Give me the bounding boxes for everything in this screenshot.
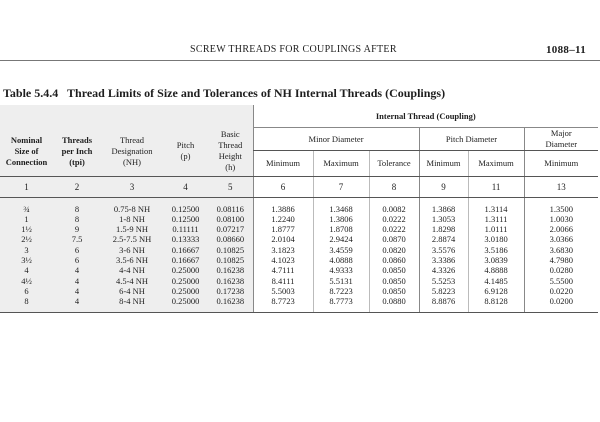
cell-thread-height: 0.08100 [208,214,253,224]
col-number: 3 [101,176,163,197]
group-header-row [0,105,598,127]
cell-minor-max: 2.9424 [313,234,369,244]
cell-nominal-size: 2½ [0,234,53,244]
cell-nominal-size: 3 [0,245,53,255]
running-head-title: SCREW THREADS FOR COUPLINGS AFTER [190,44,397,55]
cell-pitch-dia-max: 1.3111 [468,214,524,224]
header-pitch: Pitch (p) [163,127,208,176]
cell-threads-per-inch: 4 [53,265,101,275]
cell-minor-max: 8.7773 [313,296,369,313]
cell-pitch-dia-max: 8.8128 [468,296,524,313]
cell-minor-max: 5.5131 [313,276,369,286]
cell-major-min: 2.0066 [524,224,598,234]
cell-threads-per-inch: 4 [53,286,101,296]
cell-nominal-size: 8 [0,296,53,313]
cell-pitch-dia-min: 4.3326 [419,265,468,275]
cell-major-min: 1.0030 [524,214,598,224]
table-body [0,197,598,313]
cell-major-min: 4.7980 [524,255,598,265]
subgroup-header-row [0,127,598,150]
cell-minor-max: 3.4559 [313,245,369,255]
header-thread-designation: Thread Designation (NH) [101,127,163,176]
cell-thread-height: 0.10825 [208,245,253,255]
cell-designation: 3-6 NH [101,245,163,255]
column-number-row [0,176,598,197]
table-row [0,197,598,214]
cell-pitch: 0.16667 [163,255,208,265]
header-minor-minimum: Minimum [253,150,313,176]
cell-nominal-size: 3½ [0,255,53,265]
page-number: 1088–11 [546,44,586,56]
cell-minor-max: 1.8708 [313,224,369,234]
col-number: 4 [163,176,208,197]
cell-pitch-dia-max: 3.0839 [468,255,524,265]
cell-pitch: 0.25000 [163,296,208,313]
header-major-diameter: Major Diameter [524,127,598,150]
cell-threads-per-inch: 4 [53,276,101,286]
cell-minor-tolerance: 0.0820 [369,245,419,255]
cell-pitch-dia-min: 1.3053 [419,214,468,224]
col-number: 8 [369,176,419,197]
cell-pitch: 0.13333 [163,234,208,244]
cell-nominal-size: 1½ [0,224,53,234]
cell-minor-min: 8.4111 [253,276,313,286]
cell-pitch: 0.25000 [163,265,208,275]
cell-minor-tolerance: 0.0880 [369,296,419,313]
cell-thread-height: 0.16238 [208,296,253,313]
cell-thread-height: 0.10825 [208,255,253,265]
cell-thread-height: 0.16238 [208,265,253,275]
cell-designation: 3.5-6 NH [101,255,163,265]
table-row [0,234,598,244]
table-row [0,214,598,224]
table-number: Table 5.4.4 [3,86,59,100]
cell-minor-max: 4.9333 [313,265,369,275]
header-minor-diameter: Minor Diameter [253,127,419,150]
cell-pitch-dia-max: 1.3114 [468,197,524,214]
cell-minor-min: 1.3886 [253,197,313,214]
cell-nominal-size: 6 [0,286,53,296]
header-major-minimum: Minimum [524,150,598,176]
cell-minor-min: 3.1823 [253,245,313,255]
cell-minor-max: 1.3468 [313,197,369,214]
header-nominal-size: Nominal Size of Connection [0,127,53,176]
cell-nominal-size: 4 [0,265,53,275]
table-container [0,105,598,313]
col-number: 7 [313,176,369,197]
cell-designation: 6-4 NH [101,286,163,296]
cell-major-min: 3.0366 [524,234,598,244]
cell-designation: 4.5-4 NH [101,276,163,286]
table-row [0,286,598,296]
cell-major-min: 1.3500 [524,197,598,214]
cell-pitch: 0.25000 [163,276,208,286]
cell-thread-height: 0.07217 [208,224,253,234]
cell-pitch-dia-max: 6.9128 [468,286,524,296]
cell-minor-tolerance: 0.0082 [369,197,419,214]
cell-threads-per-inch: 8 [53,214,101,224]
header-pitch-maximum: Maximum [468,150,524,176]
cell-minor-min: 2.0104 [253,234,313,244]
cell-threads-per-inch: 7.5 [53,234,101,244]
cell-minor-tolerance: 0.0222 [369,224,419,234]
cell-pitch-dia-max: 4.1485 [468,276,524,286]
cell-minor-min: 5.5003 [253,286,313,296]
cell-thread-height: 0.08116 [208,197,253,214]
thread-limits-table [0,105,598,313]
header-minor-tolerance: Tolerance [369,150,419,176]
cell-major-min: 3.6830 [524,245,598,255]
header-minor-maximum: Maximum [313,150,369,176]
col-number: 11 [468,176,524,197]
cell-designation: 2.5-7.5 NH [101,234,163,244]
cell-pitch: 0.12500 [163,214,208,224]
cell-nominal-size: 4½ [0,276,53,286]
table-row [0,276,598,286]
cell-pitch-dia-max: 3.5186 [468,245,524,255]
header-pitch-diameter: Pitch Diameter [419,127,524,150]
cell-pitch-dia-min: 1.8298 [419,224,468,234]
cell-pitch: 0.12500 [163,197,208,214]
cell-pitch-dia-min: 5.8223 [419,286,468,296]
table-row [0,255,598,265]
cell-threads-per-inch: 8 [53,197,101,214]
cell-minor-tolerance: 0.0870 [369,234,419,244]
table-row [0,245,598,255]
header-basic-thread-height: Basic Thread Height (h) [208,127,253,176]
cell-threads-per-inch: 6 [53,245,101,255]
cell-threads-per-inch: 9 [53,224,101,234]
cell-thread-height: 0.08660 [208,234,253,244]
cell-minor-max: 4.0888 [313,255,369,265]
cell-designation: 1.5-9 NH [101,224,163,234]
header-rule [0,60,600,61]
cell-pitch-dia-min: 2.8874 [419,234,468,244]
col-number: 1 [0,176,53,197]
cell-pitch: 0.11111 [163,224,208,234]
cell-minor-tolerance: 0.0860 [369,255,419,265]
cell-major-min: 0.0200 [524,296,598,313]
cell-pitch-dia-max: 1.0111 [468,224,524,234]
cell-thread-height: 0.16238 [208,276,253,286]
cell-minor-max: 1.3806 [313,214,369,224]
cell-minor-min: 1.8777 [253,224,313,234]
header-pitch-minimum: Minimum [419,150,468,176]
col-number: 2 [53,176,101,197]
table-row [0,265,598,275]
cell-designation: 0.75-8 NH [101,197,163,214]
cell-minor-min: 1.2240 [253,214,313,224]
cell-pitch: 0.16667 [163,245,208,255]
table-row [0,224,598,234]
table-title: Thread Limits of Size and Tolerances of NH Internal Threads (Couplings) [67,86,446,100]
cell-threads-per-inch: 4 [53,296,101,313]
col-number: 13 [524,176,598,197]
internal-thread-group-header: Internal Thread (Coupling) [253,105,598,127]
cell-pitch-dia-max: 4.8888 [468,265,524,275]
cell-nominal-size: ¾ [0,197,53,214]
table-row [0,296,598,313]
cell-major-min: 5.5500 [524,276,598,286]
cell-minor-tolerance: 0.0850 [369,286,419,296]
col-number: 9 [419,176,468,197]
cell-minor-tolerance: 0.0222 [369,214,419,224]
cell-nominal-size: 1 [0,214,53,224]
cell-major-min: 0.0280 [524,265,598,275]
cell-minor-max: 8.7223 [313,286,369,296]
cell-designation: 4-4 NH [101,265,163,275]
cell-thread-height: 0.17238 [208,286,253,296]
cell-minor-min: 4.1023 [253,255,313,265]
cell-major-min: 0.0220 [524,286,598,296]
cell-pitch-dia-min: 3.3386 [419,255,468,265]
col-number: 6 [253,176,313,197]
cell-pitch-dia-min: 1.3868 [419,197,468,214]
cell-pitch-dia-max: 3.0180 [468,234,524,244]
cell-minor-min: 8.7723 [253,296,313,313]
cell-pitch-dia-min: 5.5253 [419,276,468,286]
cell-pitch: 0.25000 [163,286,208,296]
cell-pitch-dia-min: 3.5576 [419,245,468,255]
cell-minor-tolerance: 0.0850 [369,276,419,286]
cell-designation: 8-4 NH [101,296,163,313]
cell-minor-tolerance: 0.0850 [369,265,419,275]
cell-threads-per-inch: 6 [53,255,101,265]
cell-designation: 1-8 NH [101,214,163,224]
header-threads-per-inch: Threads per Inch (tpi) [53,127,101,176]
cell-pitch-dia-min: 8.8876 [419,296,468,313]
col-number: 5 [208,176,253,197]
table-caption [3,86,445,101]
cell-minor-min: 4.7111 [253,265,313,275]
